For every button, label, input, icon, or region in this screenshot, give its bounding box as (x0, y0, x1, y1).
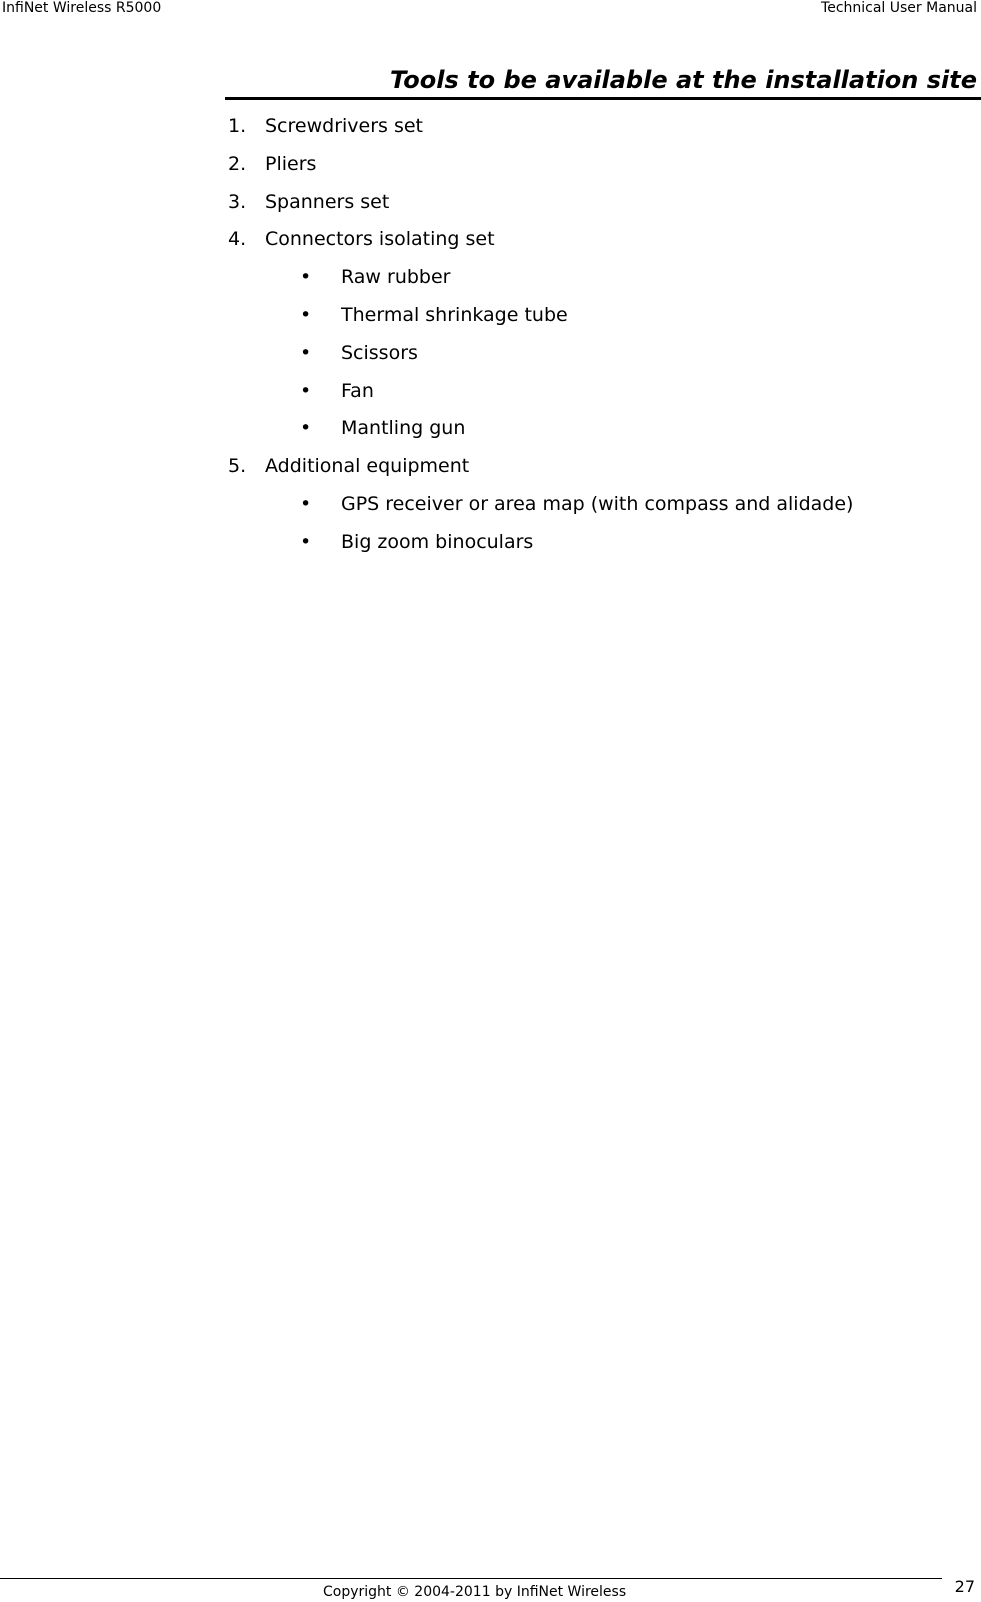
title-underline (225, 97, 981, 100)
section-title: Tools to be available at the installation site (390, 66, 977, 94)
sub-list-item (228, 412, 968, 450)
list-item-number: 1. (228, 115, 247, 137)
sub-list-item (228, 261, 968, 299)
sub-list-item (228, 299, 968, 337)
tools-list (228, 110, 968, 564)
list-item-text: Additional equipment (265, 455, 470, 478)
list-item-text: Spanners set (265, 190, 390, 213)
sub-list-item (228, 375, 968, 413)
header-document-type: Technical User Manual (821, 0, 977, 16)
list-item (228, 110, 968, 148)
header-product-name: InfiNet Wireless R5000 (2, 0, 162, 16)
list-item-number: 5. (228, 455, 247, 478)
bullet-icon: • (300, 417, 312, 440)
sub-list-item-text: Big zoom binoculars (341, 530, 534, 553)
sub-list-item-text: GPS receiver or area map (with compass and alidade) (341, 492, 854, 515)
bullet-icon: • (300, 341, 312, 364)
list-item (228, 223, 968, 261)
bullet-icon: • (300, 530, 312, 553)
bullet-icon: • (300, 303, 312, 326)
sub-list-item-text: Raw rubber (341, 266, 451, 289)
list-item-number: 2. (228, 152, 247, 175)
sub-list-item (228, 526, 968, 564)
sub-list-item (228, 337, 968, 375)
bullet-icon: • (300, 266, 312, 289)
list-item-text: Pliers (265, 152, 317, 175)
list-item-text: Connectors isolating set (265, 228, 495, 251)
sub-list-item (228, 488, 968, 526)
list-item (228, 148, 968, 186)
list-item-number: 4. (228, 228, 247, 251)
list-item-text: Screwdrivers set (265, 115, 424, 137)
sub-list-item-text: Thermal shrinkage tube (341, 303, 568, 326)
footer-copyright: Copyright © 2004-2011 by InfiNet Wireless (323, 1584, 627, 1600)
sub-list-item-text: Scissors (341, 341, 418, 364)
bullet-icon: • (300, 492, 312, 515)
footer-divider (0, 1578, 942, 1579)
sub-list-item-text: Fan (341, 379, 374, 402)
list-item (228, 450, 968, 488)
bullet-icon: • (300, 379, 312, 402)
list-item (228, 186, 968, 224)
list-item-number: 3. (228, 190, 247, 213)
page-number: 27 (954, 1577, 975, 1596)
sub-list-item-text: Mantling gun (341, 417, 466, 440)
